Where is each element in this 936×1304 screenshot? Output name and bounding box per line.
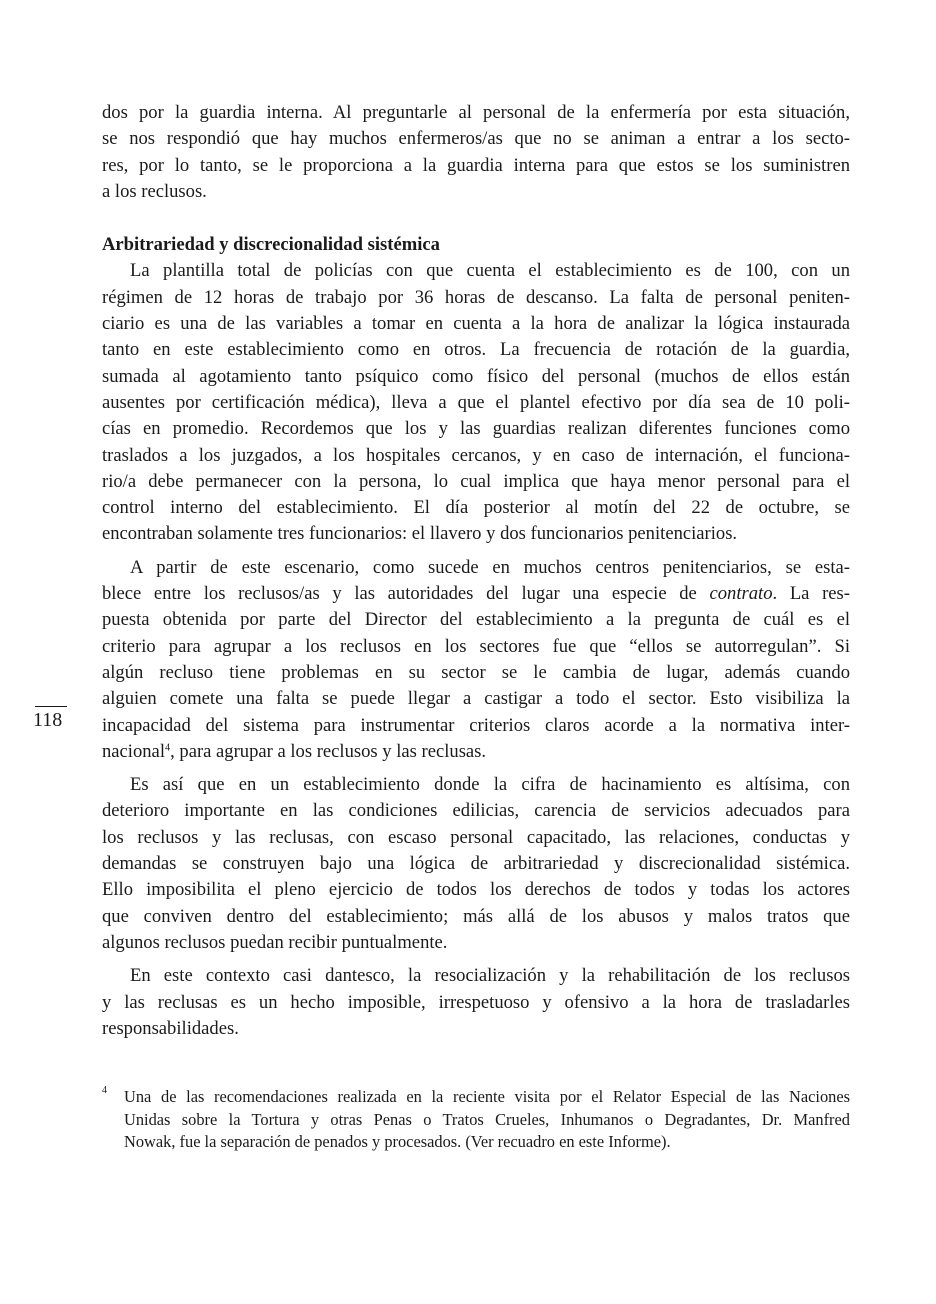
text-segment: nacional bbox=[102, 740, 165, 762]
text-line: Es así que en un establecimiento donde la cifra de hacinamiento es altísima, con bbox=[130, 774, 850, 796]
text-line: algún recluso tiene problemas en su sector se le cambia de lugar, además cuando bbox=[102, 661, 850, 683]
paragraph-3 bbox=[102, 772, 850, 956]
text-line: traslados a los juzgados, a los hospitales cercanos, y en caso de internación, el funciona- bbox=[102, 444, 850, 466]
footnote bbox=[102, 1086, 850, 1154]
text-line: A partir de este escenario, como sucede en muchos centros penitenciarios, se esta- bbox=[130, 556, 850, 578]
text-line: deterioro importante en las condiciones edilicias, carencia de servicios adecuados para bbox=[102, 800, 850, 822]
text-line: a los reclusos. bbox=[102, 180, 207, 202]
text-line: y las reclusas es un hecho imposible, irrespetuoso y ofensivo a la hora de trasladarles bbox=[102, 991, 850, 1013]
text-line: tanto en este establecimiento como en otros. La frecuencia de rotación de la guardia, bbox=[102, 339, 850, 361]
text-line: demandas se construyen bajo una lógica de arbitrariedad y discrecionalidad sistémica. bbox=[102, 853, 850, 875]
text-line: criterio para agrupar a los reclusos en los sectores fue que “ellos se autorregulan”. Si bbox=[102, 635, 850, 657]
text-segment: blece entre los reclusos/as y las autoridades del lugar una especie de bbox=[102, 583, 710, 605]
footnote-text bbox=[124, 1086, 850, 1154]
text-line: ciario es una de las variables a tomar en cuenta a la hora de analizar la lógica instaurada bbox=[102, 313, 850, 335]
text-line: régimen de 12 horas de trabajo por 36 horas de descanso. La falta de personal peniten- bbox=[102, 286, 850, 308]
footnote-mark: 4 bbox=[102, 1085, 107, 1096]
body-text bbox=[102, 100, 850, 1042]
text-line: control interno del establecimiento. El día posterior al motín del 22 de octubre, se bbox=[102, 497, 850, 519]
text-line: puesta obtenida por parte del Director del establecimiento a la pregunta de cuál es el bbox=[102, 609, 850, 631]
italic-term: contrato bbox=[709, 583, 773, 605]
text-line bbox=[102, 581, 850, 607]
text-line: que conviven dentro del establecimiento; más allá de los abusos y malos tratos que bbox=[102, 905, 850, 927]
paragraph-1 bbox=[102, 258, 850, 547]
paragraph-2 bbox=[102, 555, 850, 765]
text-line: La plantilla total de policías con que cuenta el establecimiento es de 100, con un bbox=[130, 260, 850, 282]
text-line: sumada al agotamiento tanto psíquico como físico del personal (muchos de ellos están bbox=[102, 365, 850, 387]
footnote-line: Una de las recomendaciones realizada en la reciente visita por el Relator Especial de las Naciones bbox=[124, 1087, 850, 1106]
page-number: 118 bbox=[33, 709, 63, 731]
text-line bbox=[102, 739, 850, 765]
footnote-line: Nowak, fue la separación de penados y procesados. (Ver recuadro en este Informe). bbox=[124, 1132, 671, 1151]
text-line: alguien comete una falta se puede llegar a castigar a todo el sector. Esto visibiliza la bbox=[102, 688, 850, 710]
text-line: incapacidad del sistema para instrumentar criterios claros acorde a la normativa inter- bbox=[102, 714, 850, 736]
text-line: Ello imposibilita el pleno ejercicio de todos los derechos de todos y todas los actores bbox=[102, 879, 850, 901]
text-line: ausentes por certificación médica), lleva a que el plantel efectivo por día sea de 10 poli- bbox=[102, 391, 850, 413]
section-heading: Arbitrariedad y discrecionalidad sistémica bbox=[102, 234, 440, 256]
text-line: algunos reclusos puedan recibir puntualmente. bbox=[102, 931, 448, 953]
footnote-reference[interactable]: 4 bbox=[164, 742, 171, 754]
paragraph-continuation bbox=[102, 100, 850, 205]
text-line: cías en promedio. Recordemos que los y las guardias realizan diferentes funciones como bbox=[102, 418, 850, 440]
text-line: responsabilidades. bbox=[102, 1017, 239, 1039]
footnote-line: Unidas sobre la Tortura y otras Penas o Tratos Crueles, Inhumanos o Degradantes, Dr. Manfred bbox=[124, 1109, 850, 1129]
text-line: los reclusos y las reclusas, con escaso personal capacitado, las relaciones, conductas y bbox=[102, 826, 850, 848]
text-segment: . La res- bbox=[772, 583, 850, 605]
text-line: se nos respondió que hay muchos enfermeros/as que no se animan a entrar a los secto- bbox=[102, 128, 850, 150]
text-line: dos por la guardia interna. Al preguntarle al personal de la enfermería por esta situación, bbox=[102, 102, 850, 123]
paragraph-4 bbox=[102, 963, 850, 1042]
text-segment: , para agrupar a los reclusos y las reclusas. bbox=[170, 740, 487, 762]
text-line: En este contexto casi dantesco, la resocialización y la rehabilitación de los reclusos bbox=[130, 965, 850, 987]
text-line: rio/a debe permanecer con la persona, lo cual implica que haya menor personal para el bbox=[102, 470, 850, 492]
text-line: encontraban solamente tres funcionarios: el llavero y dos funcionarios penitenciarios. bbox=[102, 523, 738, 545]
text-line: res, por lo tanto, se le proporciona a la guardia interna para que estos se los suministren bbox=[102, 154, 850, 176]
